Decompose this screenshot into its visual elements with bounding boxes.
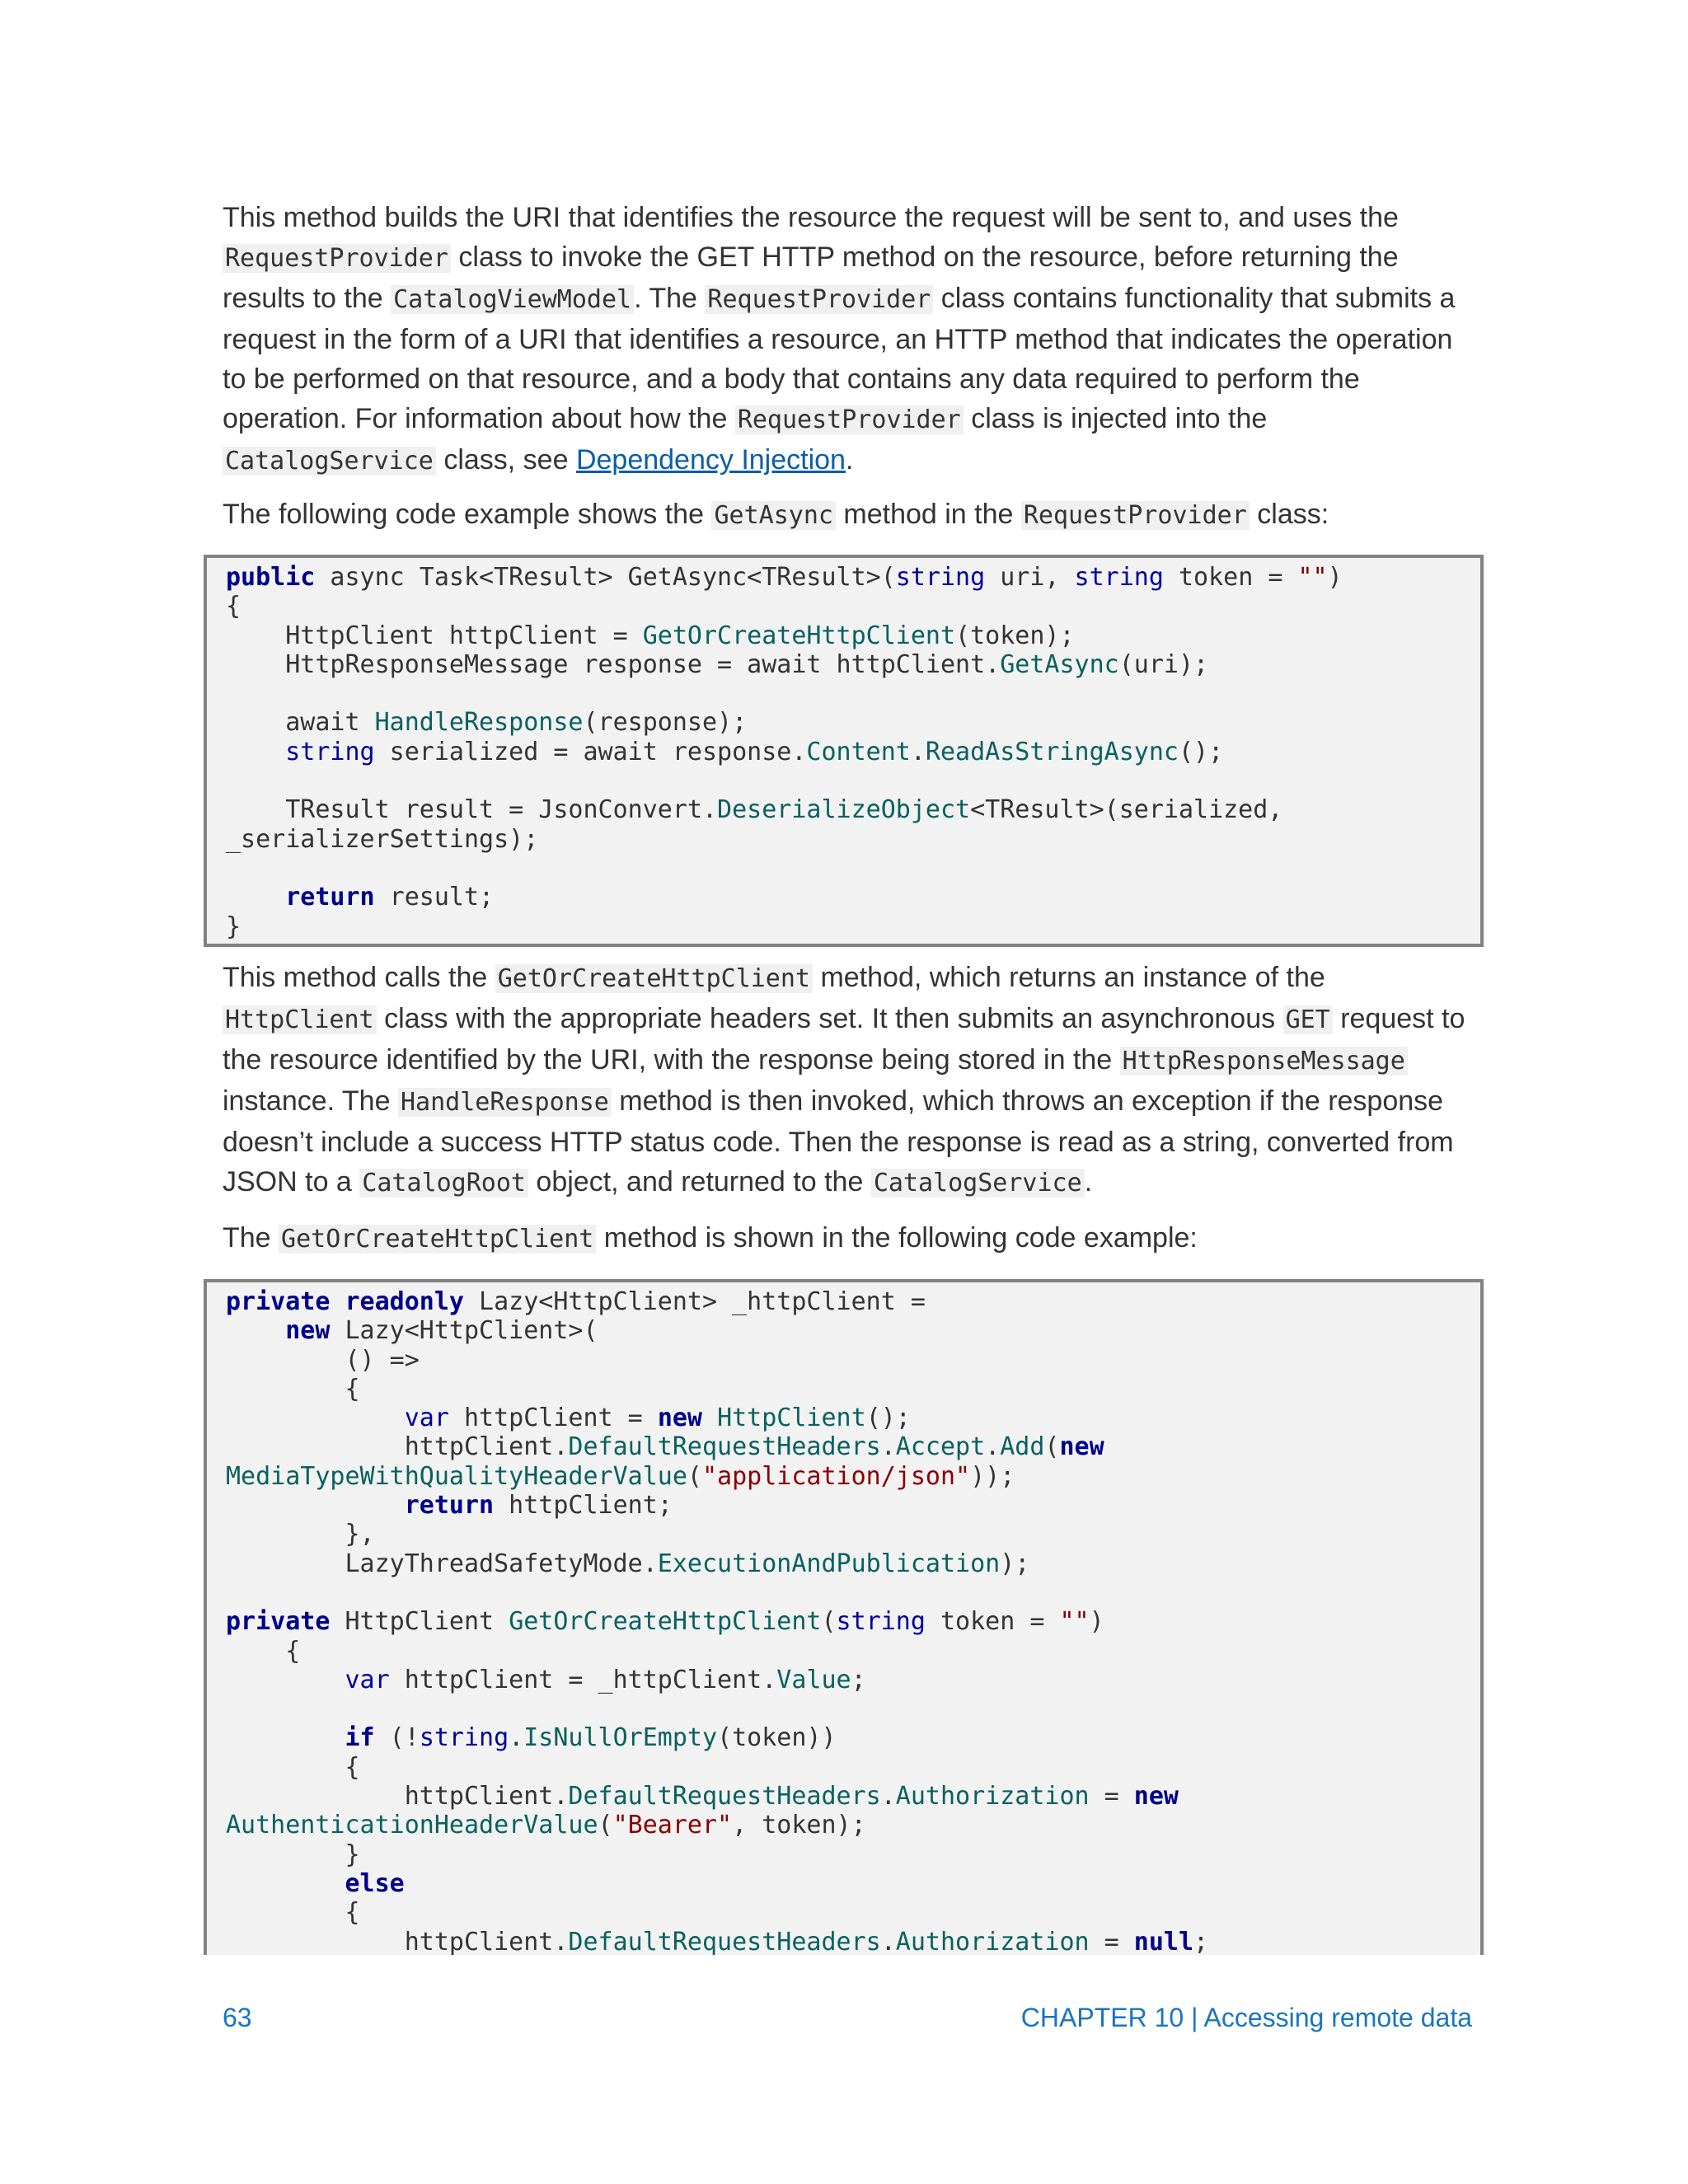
text: This method calls the: [223, 962, 495, 993]
inline-code: GET: [1283, 1005, 1333, 1034]
text: method is shown in the following code example:: [596, 1222, 1198, 1254]
text: .: [1084, 1166, 1093, 1197]
paragraph-request-provider-intro: [223, 198, 1475, 481]
text: request to the resource identified by the URI, with the response being stored in the: [223, 1003, 1465, 1076]
inline-code: HandleResponse: [398, 1088, 612, 1117]
text: class:: [1249, 499, 1329, 530]
inline-code: HttpResponseMessage: [1120, 1047, 1408, 1076]
code-listing: private readonly Lazy<HttpClient> _httpClient = new Lazy<HttpClient>( () => { var httpClient = new HttpClient(); httpClient.DefaultRequestHeaders.Accept.Add(new MediaTypeWithQualityHeaderValue("application/json")); return httpClient; }, LazyThreadSafetyMode.ExecutionAndPublication); private HttpClient GetOrCreateHttpClient(string token = "") { var httpClient = _httpClient.Value; if (!string.IsNullOrEmpty(token)) { httpClient.DefaultRequestHeaders.Authorization = new AuthenticationHeaderValue("Bearer", token); } else { httpClient.DefaultRequestHeaders.Authorization = null;: [226, 1287, 1209, 1955]
paragraph-getasync-intro: [223, 494, 1475, 536]
inline-code: GetOrCreateHttpClient: [495, 964, 813, 993]
paragraph-getorcreate-intro: [223, 1218, 1475, 1259]
text: method, which returns an instance of the: [813, 962, 1325, 993]
text: method is then invoked, which throws an exception if the response doesn’t include a success HTTP status code. Then the response is read as a string, converted from JSON to a: [223, 1085, 1454, 1197]
code-block-getorcreatehttpclient: [204, 1279, 1484, 1955]
inline-code: CatalogViewModel: [391, 285, 634, 314]
page-number: 63: [223, 2003, 252, 2032]
text: class, see: [435, 444, 576, 476]
inline-code: HttpClient: [223, 1005, 377, 1034]
code-listing: public async Task<TResult> GetAsync<TResult>(string uri, string token = "") { HttpClient httpClient = GetOrCreateHttpClient(token); HttpResponseMessage response = await httpClient.GetAsync(uri); await HandleResponse(response); string serialized = await response.Content.ReadAsStringAsync(); TResult result = JsonConvert.DeserializeObject<TResult>(serialized, _serializerSettings); return result; }: [226, 563, 1343, 941]
text: class to invoke the GET HTTP method on the resource, before returning the results to the: [223, 241, 1399, 314]
inline-code: CatalogService: [223, 447, 436, 476]
text: This method builds the URI that identifies the resource the request will be sent to, and uses the: [223, 202, 1399, 233]
inline-code: CatalogRoot: [359, 1169, 528, 1197]
inline-code: RequestProvider: [223, 244, 451, 273]
inline-code: GetOrCreateHttpClient: [279, 1225, 596, 1254]
text: class with the appropriate headers set. It then submits an asynchronous: [376, 1003, 1283, 1034]
text: The: [223, 1222, 279, 1254]
inline-code: GetAsync: [711, 501, 836, 530]
text: object, and returned to the: [528, 1166, 871, 1197]
chapter-footer: CHAPTER 10 | Accessing remote data: [1020, 2003, 1472, 2032]
code-block-getasync: [204, 555, 1484, 947]
text: instance. The: [223, 1085, 398, 1117]
inline-code: RequestProvider: [1021, 501, 1250, 530]
paragraph-getasync-explanation: [223, 958, 1475, 1203]
text: .: [845, 444, 854, 476]
text: method in the: [835, 499, 1021, 530]
text: . The: [634, 283, 706, 314]
text: class contains functionality that submits a request in the form of a URI that identifies a resource, an HTTP method that indicates the operation to be performed on that resource, and a body that contains any data required to perform the operation. For information about how the: [223, 283, 1456, 434]
inline-code: RequestProvider: [735, 405, 964, 434]
dependency-injection-link[interactable]: Dependency Injection: [575, 444, 846, 476]
inline-code: RequestProvider: [705, 285, 933, 314]
inline-code: CatalogService: [871, 1169, 1085, 1197]
text: class is injected into the: [963, 403, 1268, 434]
text: The following code example shows the: [223, 499, 712, 530]
